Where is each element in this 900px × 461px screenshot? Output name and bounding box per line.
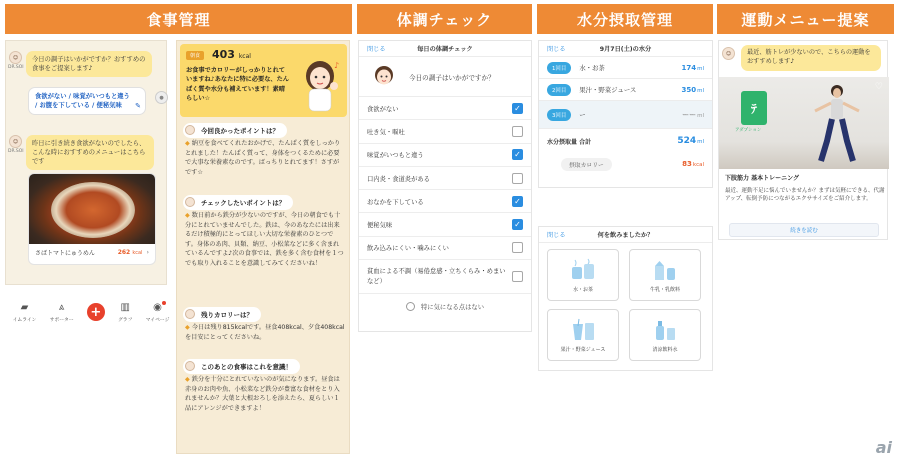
drink-name: 水・お茶 bbox=[579, 64, 605, 72]
water-log-screen bbox=[538, 40, 713, 188]
drink-top-bar bbox=[539, 227, 712, 243]
plus-icon: + bbox=[87, 303, 105, 321]
advisor-recommendation: 昨日に引き続き食欲がないのでしたら、こんな時におすすめのメニューはこちらです bbox=[26, 135, 154, 170]
tab-add[interactable] bbox=[87, 303, 105, 321]
remaining-calories-body: ◆ 今日は残り815kcalです。昼食408kcal、夕食408kcalを目安にとってくださいね。 bbox=[185, 324, 345, 341]
svg-text:♪: ♪ bbox=[334, 61, 340, 70]
next-meal-heading: このあとの食事はこれを意識！ bbox=[183, 359, 300, 374]
chevron-right-icon: › bbox=[146, 249, 149, 256]
drink-option-water-tea[interactable] bbox=[547, 249, 619, 301]
meal-kcal-unit: kcal bbox=[132, 250, 143, 256]
soft-drink-icon bbox=[651, 318, 679, 342]
exercise-suggestion-screen bbox=[718, 40, 888, 240]
meal-photo bbox=[29, 174, 155, 244]
exercise-suggestion-message: 最近、筋トレが少ないので、こちらの運動をおすすめします♪ bbox=[741, 45, 881, 71]
drink-option-soft-drink[interactable] bbox=[629, 309, 701, 361]
user-reply-bubble[interactable] bbox=[28, 87, 146, 115]
meal-kcal: 262 bbox=[117, 249, 131, 256]
meal-kcal-total bbox=[212, 48, 251, 61]
water-total-row bbox=[539, 129, 712, 153]
drink-label: 水・お茶 bbox=[572, 286, 593, 293]
exercise-video-thumbnail[interactable] bbox=[719, 77, 889, 169]
edit-icon[interactable]: ✎ bbox=[135, 102, 141, 111]
advisor-avatar: ☺ bbox=[9, 135, 22, 148]
symptom-label: 口内炎・食道炎がある bbox=[367, 175, 430, 183]
checkbox-unchecked[interactable] bbox=[512, 173, 523, 184]
calorie-value: 83kcal bbox=[682, 160, 704, 168]
juice-icon bbox=[569, 318, 597, 342]
nurse-character-illustration bbox=[298, 56, 342, 114]
drink-amount: ーーml bbox=[682, 110, 704, 119]
meal-kcal-unit: kcal bbox=[238, 53, 251, 60]
advisor-face-icon bbox=[371, 64, 397, 90]
no-concern-label: 特に気になる点はない bbox=[421, 303, 484, 311]
radio-button[interactable] bbox=[406, 302, 415, 311]
tab-graph[interactable] bbox=[118, 302, 132, 323]
water-entry-row[interactable] bbox=[539, 79, 712, 101]
supporter-icon: ⩓ bbox=[58, 302, 65, 313]
exercise-description: 最近、運動不足に悩んでいませんか？まずは気軽にできる、代謝アップ、転倒予防につながるエクササイズをご紹介します。 bbox=[725, 188, 885, 203]
next-meal-body: ◆ 鉄分を十分にとれていないのが気になります。昼食は赤身のお肉や魚、小松菜など鉄分が豊富な食材をとり入れませんか？大葉と大根おろしを添えたら、夏らしい１品にアレンジができますよ！ bbox=[185, 376, 340, 412]
drink-select-screen bbox=[538, 226, 713, 371]
checkbox-checked[interactable]: ✓ bbox=[512, 219, 523, 230]
graph-icon: ▥ bbox=[120, 302, 130, 313]
advisor-avatar: ☺ bbox=[9, 51, 22, 64]
water-total-value: 524ml bbox=[677, 136, 704, 146]
food-chat-screen bbox=[5, 40, 170, 323]
drink-label: 果汁・野菜ジュース bbox=[560, 346, 606, 353]
advisor-avatar-label: DR.SOI bbox=[8, 65, 24, 70]
checkbox-unchecked[interactable] bbox=[512, 126, 523, 137]
symptom-label: 便秘気味 bbox=[367, 222, 393, 230]
bottom-tab-bar bbox=[6, 295, 176, 329]
exercise-logo-icon: ﾃ bbox=[741, 91, 767, 125]
symptom-row[interactable] bbox=[359, 144, 531, 167]
water-total-label: 水分摂取量 合計 bbox=[547, 138, 592, 146]
entry-count-pill: 2回目 bbox=[547, 84, 571, 96]
chat-icon: ▰ bbox=[20, 302, 29, 313]
watermark-logo: ai bbox=[875, 438, 892, 457]
condition-top-bar bbox=[359, 41, 531, 57]
meal-name: さばトマトにゅうめん bbox=[35, 250, 95, 257]
close-button[interactable]: 閉じる bbox=[547, 232, 566, 239]
header-condition-check: 体調チェック bbox=[357, 4, 532, 34]
symptom-label: 飲み込みにくい・噛みにくい bbox=[367, 245, 449, 253]
symptom-row[interactable] bbox=[359, 237, 531, 260]
check-points-heading: チェックしたいポイントは？ bbox=[183, 195, 293, 210]
checkbox-unchecked[interactable] bbox=[512, 242, 523, 253]
checkbox-checked[interactable]: ✓ bbox=[512, 149, 523, 160]
mypage-icon: ◉ bbox=[151, 302, 164, 314]
drink-name: 果汁・野菜ジュース bbox=[579, 86, 637, 94]
checkbox-unchecked[interactable] bbox=[512, 271, 523, 282]
no-concern-option[interactable] bbox=[359, 294, 531, 318]
good-points-heading: 今回良かったポイントは？ bbox=[183, 123, 287, 138]
remaining-calories-heading: 残りカロリーは？ bbox=[183, 307, 261, 322]
tab-supporter[interactable] bbox=[50, 302, 74, 323]
drink-name: ー bbox=[579, 111, 586, 119]
meal-type-chip: 朝食 bbox=[186, 51, 204, 60]
good-points-body: ◆ 納豆を食べてくれたおかげで、たんぱく質をしっかりとれました！たんぱく質って、身体をつくるために必要で大事な栄養素なのです。ばっちりとれてます！さすがです☆ bbox=[185, 140, 341, 176]
user-avatar: ● bbox=[155, 91, 168, 104]
drink-label: 清涼飲料水 bbox=[652, 346, 678, 353]
meal-feedback-card bbox=[176, 40, 350, 454]
advisor-avatar: ☺ bbox=[722, 47, 735, 60]
symptom-label: 味覚がいつもと違う bbox=[367, 152, 424, 160]
water-top-bar bbox=[539, 41, 712, 57]
drink-amount: 174ml bbox=[681, 63, 704, 72]
close-button[interactable]: 閉じる bbox=[367, 46, 386, 53]
checkbox-checked[interactable]: ✓ bbox=[512, 103, 523, 114]
entry-count-pill: 1回目 bbox=[547, 62, 571, 74]
water-tea-icon bbox=[569, 258, 597, 282]
header-exercise-menu: 運動メニュー提案 bbox=[717, 4, 894, 34]
recommended-meal-card[interactable] bbox=[28, 173, 156, 265]
symptom-row[interactable] bbox=[359, 167, 531, 190]
tab-timeline-label: イムライン bbox=[12, 317, 37, 323]
tab-supporter-label: サポーター bbox=[49, 317, 74, 323]
symptom-row[interactable] bbox=[359, 97, 531, 120]
exercise-logo-text: アダプション bbox=[735, 128, 762, 133]
drink-label: 牛乳・乳飲料 bbox=[649, 286, 680, 293]
header-food-management: 食事管理 bbox=[5, 4, 352, 34]
milk-icon bbox=[651, 258, 679, 282]
tab-timeline[interactable] bbox=[13, 302, 37, 323]
condition-title: 毎日の体調チェック bbox=[417, 46, 473, 53]
symptom-row[interactable] bbox=[359, 213, 531, 236]
symptom-label: 貧血による不調（易倦怠感・立ちくらみ・めまいなど） bbox=[367, 268, 506, 285]
water-entry-row-selected[interactable] bbox=[539, 101, 712, 129]
header-water-intake: 水分摂取管理 bbox=[537, 4, 713, 34]
water-date-title: 9月7日(土)の水分 bbox=[599, 46, 652, 53]
condition-question: 今日の調子はいかがですか？ bbox=[409, 73, 495, 82]
check-points-body: ◆ 数日前から鉄分が少ないのですが、今日の朝食でも十分にとれていませんでした。鉄は、今のあなたには出来るだけ積極的にとってほしい大切な栄養素のひとつです。身体のあ肉、貝類、納豆、小松菜などに多く含まれているんですよ♪次の食事では、鉄を多く含む食材を１つでも取り入れることを意識してみてくださいね！ bbox=[185, 212, 344, 268]
symptom-label: おなかを下している bbox=[367, 198, 424, 206]
checkbox-checked[interactable]: ✓ bbox=[512, 196, 523, 207]
advisor-avatar-label: DR.SOI bbox=[8, 149, 24, 154]
heart-icon[interactable]: ♡ bbox=[874, 82, 883, 92]
meal-praise-message: お食事でカロリーがしっかりとれていますね♪あなたに特に必要な、たんぱく質や水分も補えています！素晴らしい☆ bbox=[186, 67, 289, 102]
tab-graph-label: グラフ bbox=[118, 317, 133, 323]
read-more-button[interactable]: 続きを読む bbox=[729, 223, 879, 237]
user-reply-text: 食欲がない / 味覚がいつもと違う / お腹を下している / 便秘気味 bbox=[35, 93, 130, 110]
drink-option-milk[interactable] bbox=[629, 249, 701, 301]
drink-option-juice[interactable] bbox=[547, 309, 619, 361]
exercise-title: 下肢筋力 基本トレーニング bbox=[725, 175, 799, 182]
condition-check-screen bbox=[358, 40, 532, 332]
drink-question: 何を飲みましたか？ bbox=[597, 232, 654, 239]
water-entry-row[interactable] bbox=[539, 57, 712, 79]
tab-mypage-label: マイページ bbox=[145, 317, 170, 323]
meal-kcal-value: 403 bbox=[212, 48, 235, 61]
drink-amount: 350ml bbox=[681, 85, 704, 94]
close-button[interactable]: 閉じる bbox=[547, 46, 566, 53]
condition-question-row bbox=[359, 57, 531, 97]
calorie-row bbox=[539, 153, 712, 175]
symptom-row[interactable] bbox=[359, 120, 531, 143]
meal-summary-banner bbox=[180, 44, 347, 117]
drink-options-grid bbox=[547, 249, 707, 361]
symptom-row[interactable] bbox=[359, 260, 531, 294]
symptom-row[interactable] bbox=[359, 190, 531, 213]
symptom-label: 食欲がない bbox=[367, 105, 399, 113]
exercise-model-illustration bbox=[807, 81, 867, 169]
symptom-label: 吐き気・嘔吐 bbox=[367, 128, 405, 136]
advisor-message: 今日の調子はいかがですか？おすすめの食事をご提案します♪ bbox=[26, 51, 152, 77]
entry-count-pill: 3回目 bbox=[547, 109, 571, 121]
tab-mypage[interactable] bbox=[146, 302, 170, 323]
calorie-label: 摂取カロリー bbox=[561, 158, 612, 171]
